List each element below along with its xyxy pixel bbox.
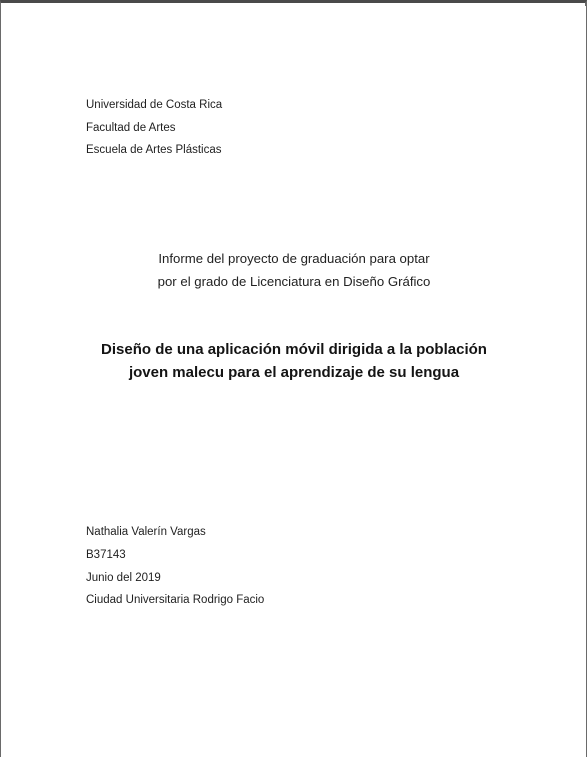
thesis-title-line-2: joven malecu para el aprendizaje de su lengua (128, 363, 460, 381)
report-description (2, 248, 586, 293)
report-line-1: Informe del proyecto de graduación para optar (158, 251, 430, 266)
author-name: Nathalia Valerín Vargas (86, 526, 206, 538)
report-line-2: por el grado de Licenciatura en Diseño Gráfico (157, 273, 431, 289)
document-page (2, 6, 586, 757)
thesis-title-line-1: Diseño de una aplicación móvil dirigida a la población (101, 341, 487, 358)
location: Ciudad Universitaria Rodrigo Facio (86, 594, 265, 607)
institution-block (86, 94, 222, 162)
faculty-name: Facultad de Artes (86, 121, 176, 134)
submission-date: Junio del 2019 (86, 571, 161, 584)
thesis-title (2, 339, 586, 384)
university-name: Universidad de Costa Rica (86, 99, 223, 111)
student-id: B37143 (86, 548, 126, 561)
author-block (86, 521, 264, 612)
school-name: Escuela de Artes Plásticas (86, 144, 222, 156)
